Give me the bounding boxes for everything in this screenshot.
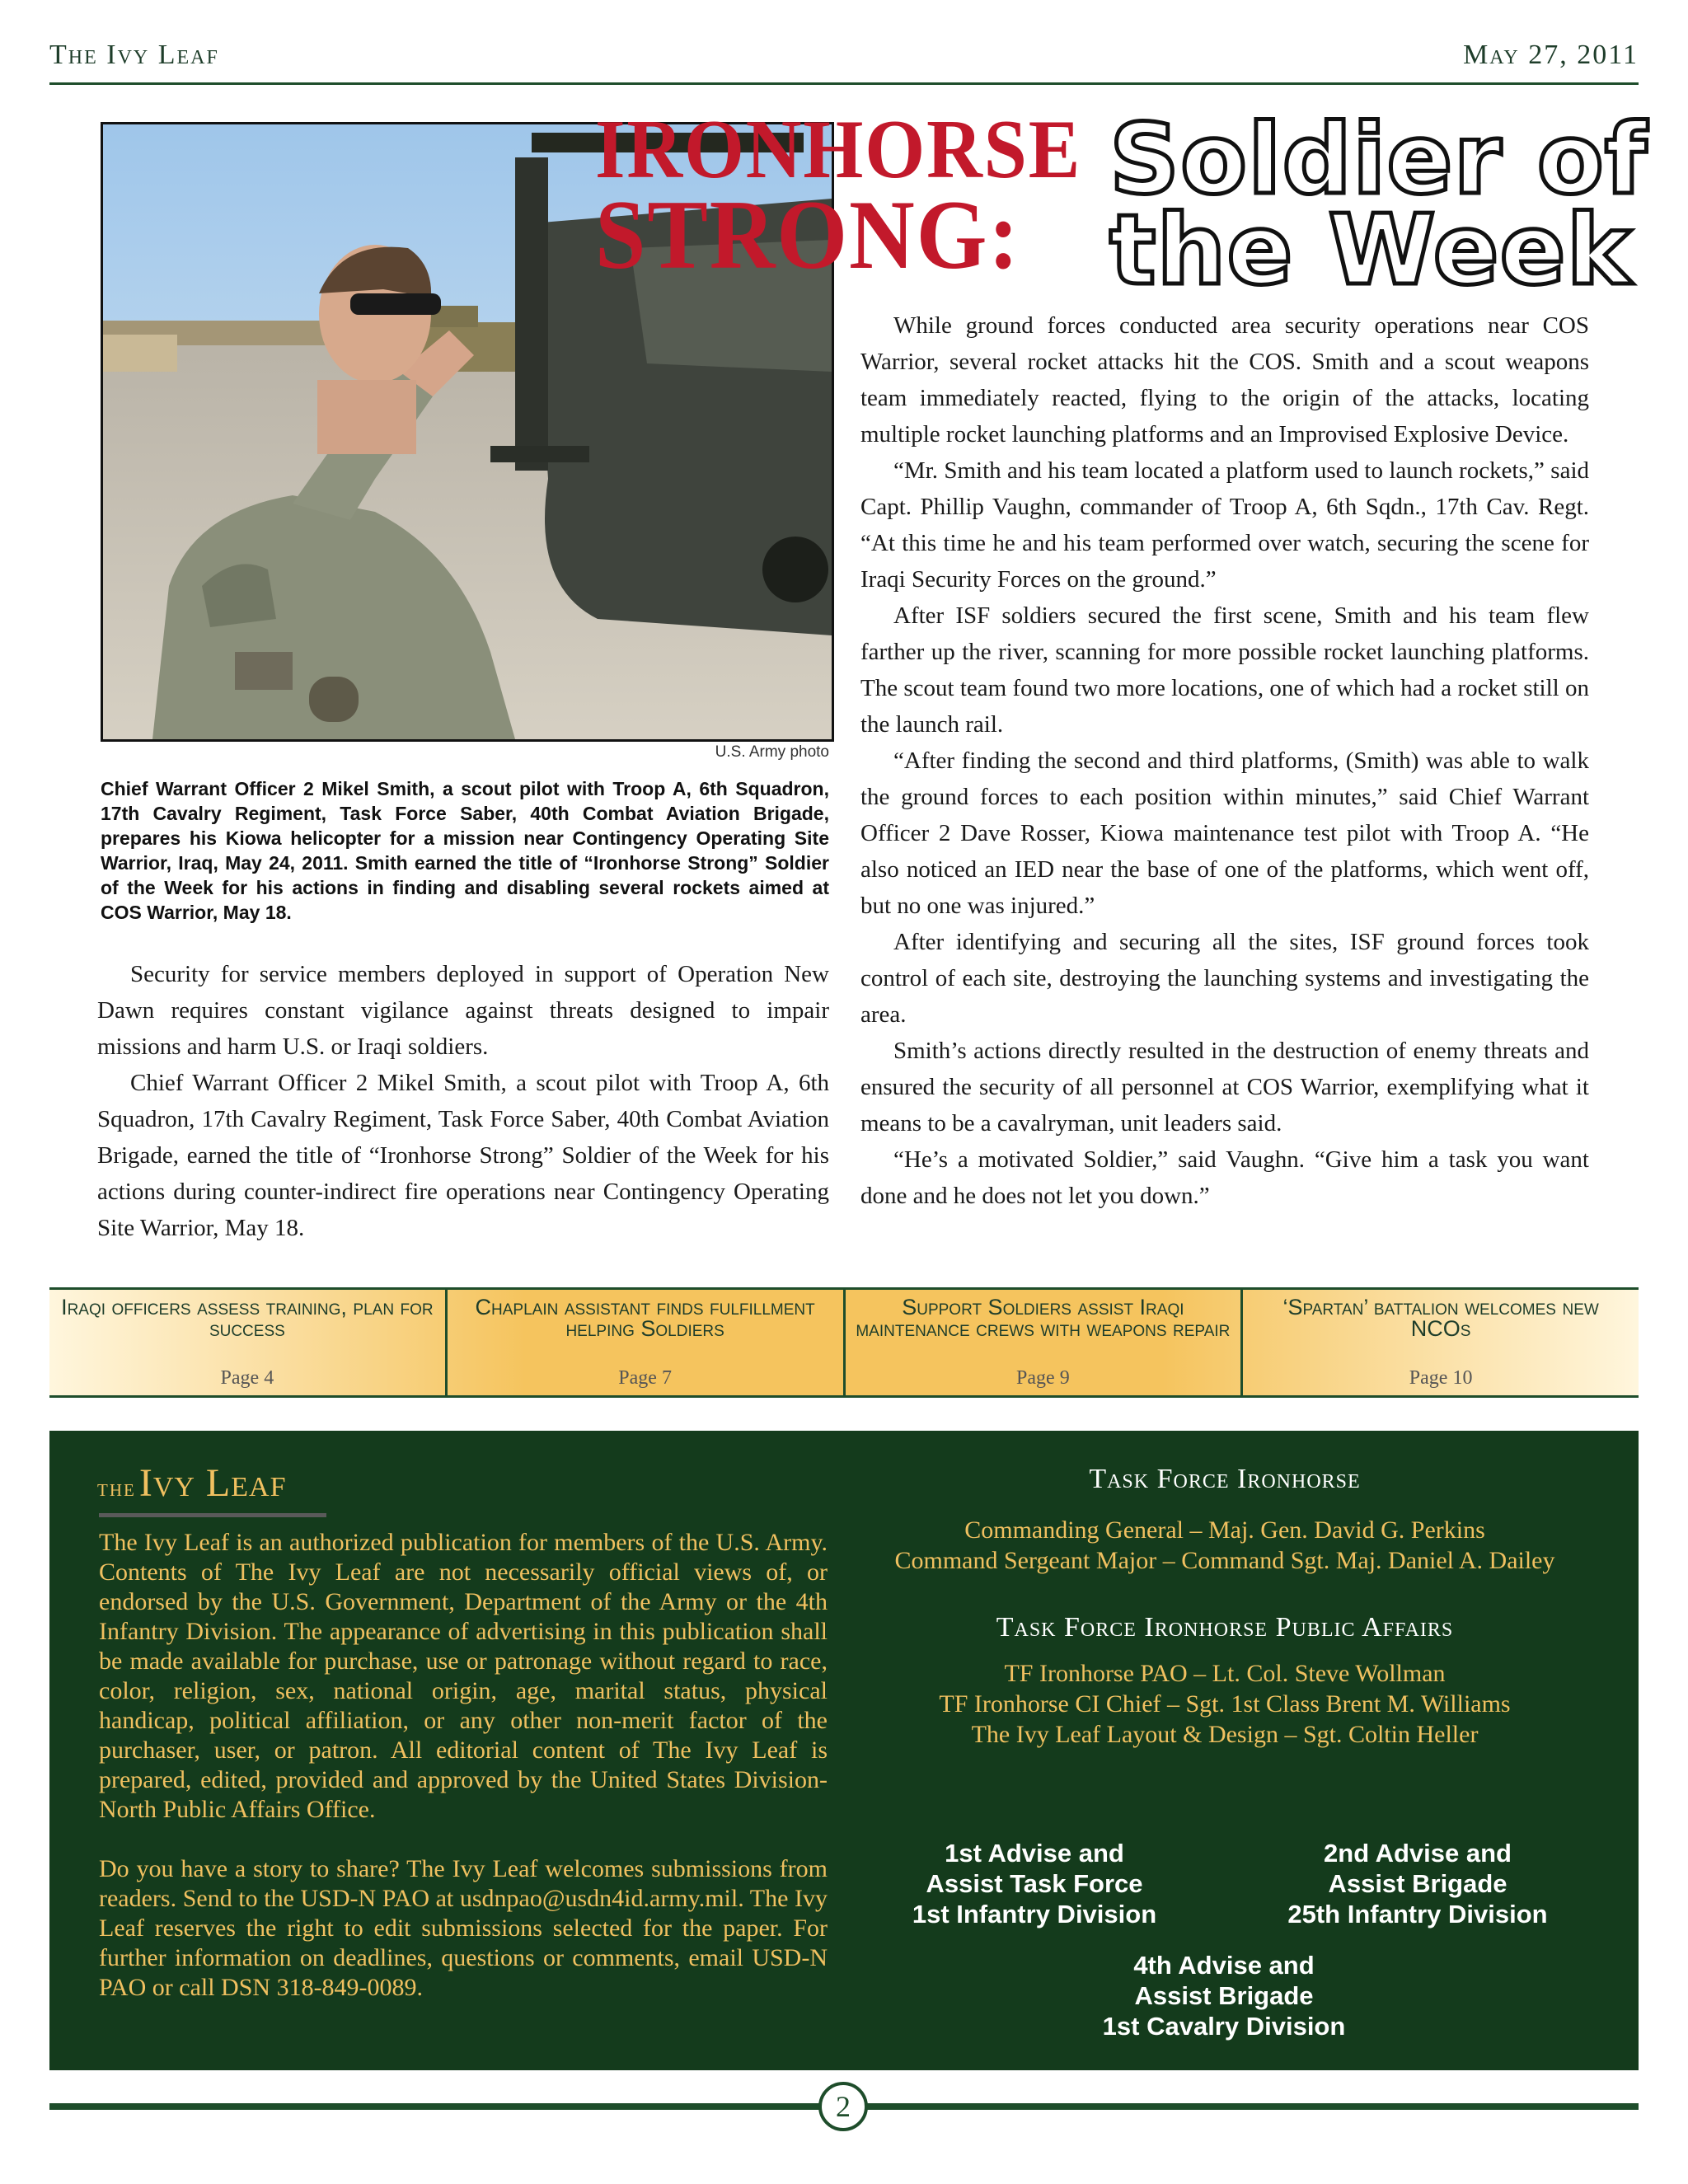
unit-line: 2nd Advise and: [1324, 1839, 1512, 1868]
teaser-page-7[interactable]: [448, 1290, 846, 1395]
issue-date: May 27, 2011: [1463, 40, 1639, 70]
teaser-page: Page 9: [1016, 1367, 1070, 1389]
command-sergeant-major: Command Sergeant Major – Command Sgt. Maj. Daniel A. Dailey: [894, 1547, 1555, 1574]
commanding-general: Commanding General – Maj. Gen. David G. Perkins: [964, 1516, 1485, 1544]
ci-chief-line: TF Ironhorse CI Chief – Sgt. 1st Class Brent M. Williams: [939, 1690, 1511, 1718]
teaser-page-10[interactable]: [1243, 1290, 1639, 1395]
article-paragraph: “After finding the second and third platforms, (Smith) was able to walk the ground forces to each position within minutes,” said Chief Warrant Officer 2 Dave Rosser, Kiowa maintenance test pilot with Troop A. “He also noticed an IED near the base of one of the platforms, which went off, but no one was injured.”: [860, 748, 1589, 919]
article-paragraph: Smith’s actions directly resulted in the destruction of enemy threats and ensured the security of all personnel at COS Warrior, exemplifying what it means to be a cavalryman, unit leaders said.: [860, 1038, 1589, 1137]
teaser-page-9[interactable]: [846, 1290, 1244, 1395]
disclaimer-text: [99, 1528, 828, 2032]
article-paragraph: After ISF soldiers secured the first scene, Smith and his team flew farther up the river, scanning for more possible rocket launching platforms. The scout team found two more locations, one of which had a rocket still on the launch rail.: [860, 602, 1589, 738]
layout-design-line: The Ivy Leaf Layout & Design – Sgt. Coltin Heller: [971, 1721, 1479, 1748]
unit-line: 1st Cavalry Division: [1102, 2012, 1346, 2041]
teaser-title: Chaplain assistant finds fulfillment helping Soldiers: [475, 1295, 815, 1341]
unit-line: 25th Infantry Division: [1287, 1900, 1548, 1929]
headline-line-2: STRONG:: [595, 180, 1020, 289]
unit-line: Assist Brigade: [1328, 1869, 1507, 1898]
photo-caption: Chief Warrant Officer 2 Mikel Smith, a scout pilot with Troop A, 6th Squadron, 17th Cavalry Regiment, Task Force Saber, 40th Combat Aviation Brigade, prepares his Kiowa helicopter for a mission near Contingency Operating Site Warrior, Iraq, May 24, 2011. Smith earned the title of “Ironhorse Strong” Soldier of the Week for his actions in finding and disabling several rockets aimed at COS Warrior, May 18.: [101, 778, 829, 923]
teaser-page: Page 4: [220, 1367, 274, 1389]
inside-teaser-bar: [49, 1287, 1639, 1398]
ivy-leaf-masthead: [97, 1460, 286, 1506]
masthead-name: Ivy Leaf: [138, 1461, 287, 1505]
teaser-page: Page 10: [1409, 1367, 1473, 1389]
teaser-title: ‘Spartan’ battalion welcomes new NCOs: [1282, 1295, 1599, 1341]
article-paragraph: “Mr. Smith and his team located a platform used to launch rockets,” said Capt. Phillip Vaughn, commander of Troop A, 6th Sqdn., 17th Cav. Regt. “At this time he and his team performed over watch, securing the scene for Iraqi Security Forces on the ground.”: [860, 457, 1589, 593]
task-force-heading: Task Force Ironhorse: [1089, 1464, 1361, 1494]
unit-line: 4th Advise and: [1133, 1951, 1315, 1980]
article-paragraph: While ground forces conducted area security operations near COS Warrior, several rocket attacks hit the COS. Smith and a scout weapons team immediately reacted, flying to the origin of the attacks, locating multiple rocket launching platforms and an Improvised Explosive Device.: [860, 312, 1589, 448]
unit-line: Assist Task Force: [926, 1869, 1143, 1898]
teaser-title: Iraqi officers assess training, plan for success: [61, 1295, 434, 1341]
article-paragraph: “He’s a motivated Soldier,” said Vaughn. “Give him a task you want done and he does not let you down.”: [860, 1146, 1589, 1209]
headline-soldier-of-the-week: [1109, 102, 1648, 307]
article-paragraph: After identifying and securing all the sites, ISF ground forces took control of each site, destroying the launching systems and investigating the area.: [860, 929, 1589, 1028]
article-right-column: [860, 307, 1589, 1214]
article-left-column: [97, 956, 829, 1246]
unit-4th-aab: [1063, 1950, 1385, 2041]
headline-right-line-2: the Week: [1109, 193, 1633, 307]
unit-1st-aatf: [874, 1838, 1195, 1929]
masthead-rule: [99, 1513, 326, 1517]
public-affairs-heading: Task Force Ironhorse Public Affairs: [996, 1612, 1454, 1643]
header-rule: [49, 82, 1639, 85]
submissions-paragraph: Do you have a story to share? The Ivy Leaf welcomes submissions from readers. Send to the USD-N PAO at usdnpao@usdn4id.army.mil. The Ivy Leaf reserves the right to edit submissions selected for the paper. For further information on deadlines, questions or comments, email USD-N PAO or call DSN 318-849-0089.: [99, 1855, 828, 2001]
headline-line-1: IRONHORSE: [595, 103, 1082, 196]
teaser-page-4[interactable]: [49, 1290, 448, 1395]
headline-ironhorse-strong: [595, 103, 1082, 289]
teaser-title: Support Soldiers assist Iraqi maintenance crews with weapons repair: [856, 1295, 1231, 1341]
pao-line: TF Ironhorse PAO – Lt. Col. Steve Wollman: [1004, 1660, 1446, 1687]
teaser-page: Page 7: [618, 1367, 672, 1389]
photo-credit: U.S. Army photo: [715, 743, 829, 761]
masthead-the: the: [97, 1474, 136, 1502]
unit-line: Assist Brigade: [1134, 1981, 1314, 2010]
article-paragraph: Chief Warrant Officer 2 Mikel Smith, a scout pilot with Troop A, 6th Squadron, 17th Cavalry Regiment, Task Force Saber, 40th Combat Aviation Brigade, earned the title of “Ironhorse Strong” Soldier of the Week for his actions during counter-indirect fire operations near Contingency Operating Site Warrior, May 18.: [97, 1070, 829, 1241]
publication-name: The Ivy Leaf: [49, 40, 219, 70]
unit-2nd-aab: [1253, 1838, 1582, 1929]
unit-line: 1st Infantry Division: [912, 1900, 1157, 1929]
unit-line: 1st Advise and: [945, 1839, 1124, 1868]
headline-right-line-1: Soldier of: [1109, 102, 1648, 216]
article-paragraph: Security for service members deployed in support of Operation New Dawn requires constant vigilance against threats designed to impair missions and harm U.S. or Iraqi soldiers.: [97, 961, 829, 1060]
page-number: 2: [818, 2082, 868, 2131]
disclaimer-paragraph: The Ivy Leaf is an authorized publication for members of the U.S. Army. Contents of The Ivy Leaf are not necessarily official views of, or endorsed by the U.S. Government, Department of the Army or the 4th Infantry Division. The appearance of advertising in this publication shall be made available for purchase, use or patronage without regard to race, color, religion, sex, national origin, age, marital status, physical handicap, political affiliation, or any other non-merit factor of the purchaser, user, or patron. All editorial content of The Ivy Leaf is prepared, edited, provided and approved by the United States Division-North Public Affairs Office.: [99, 1529, 828, 1823]
